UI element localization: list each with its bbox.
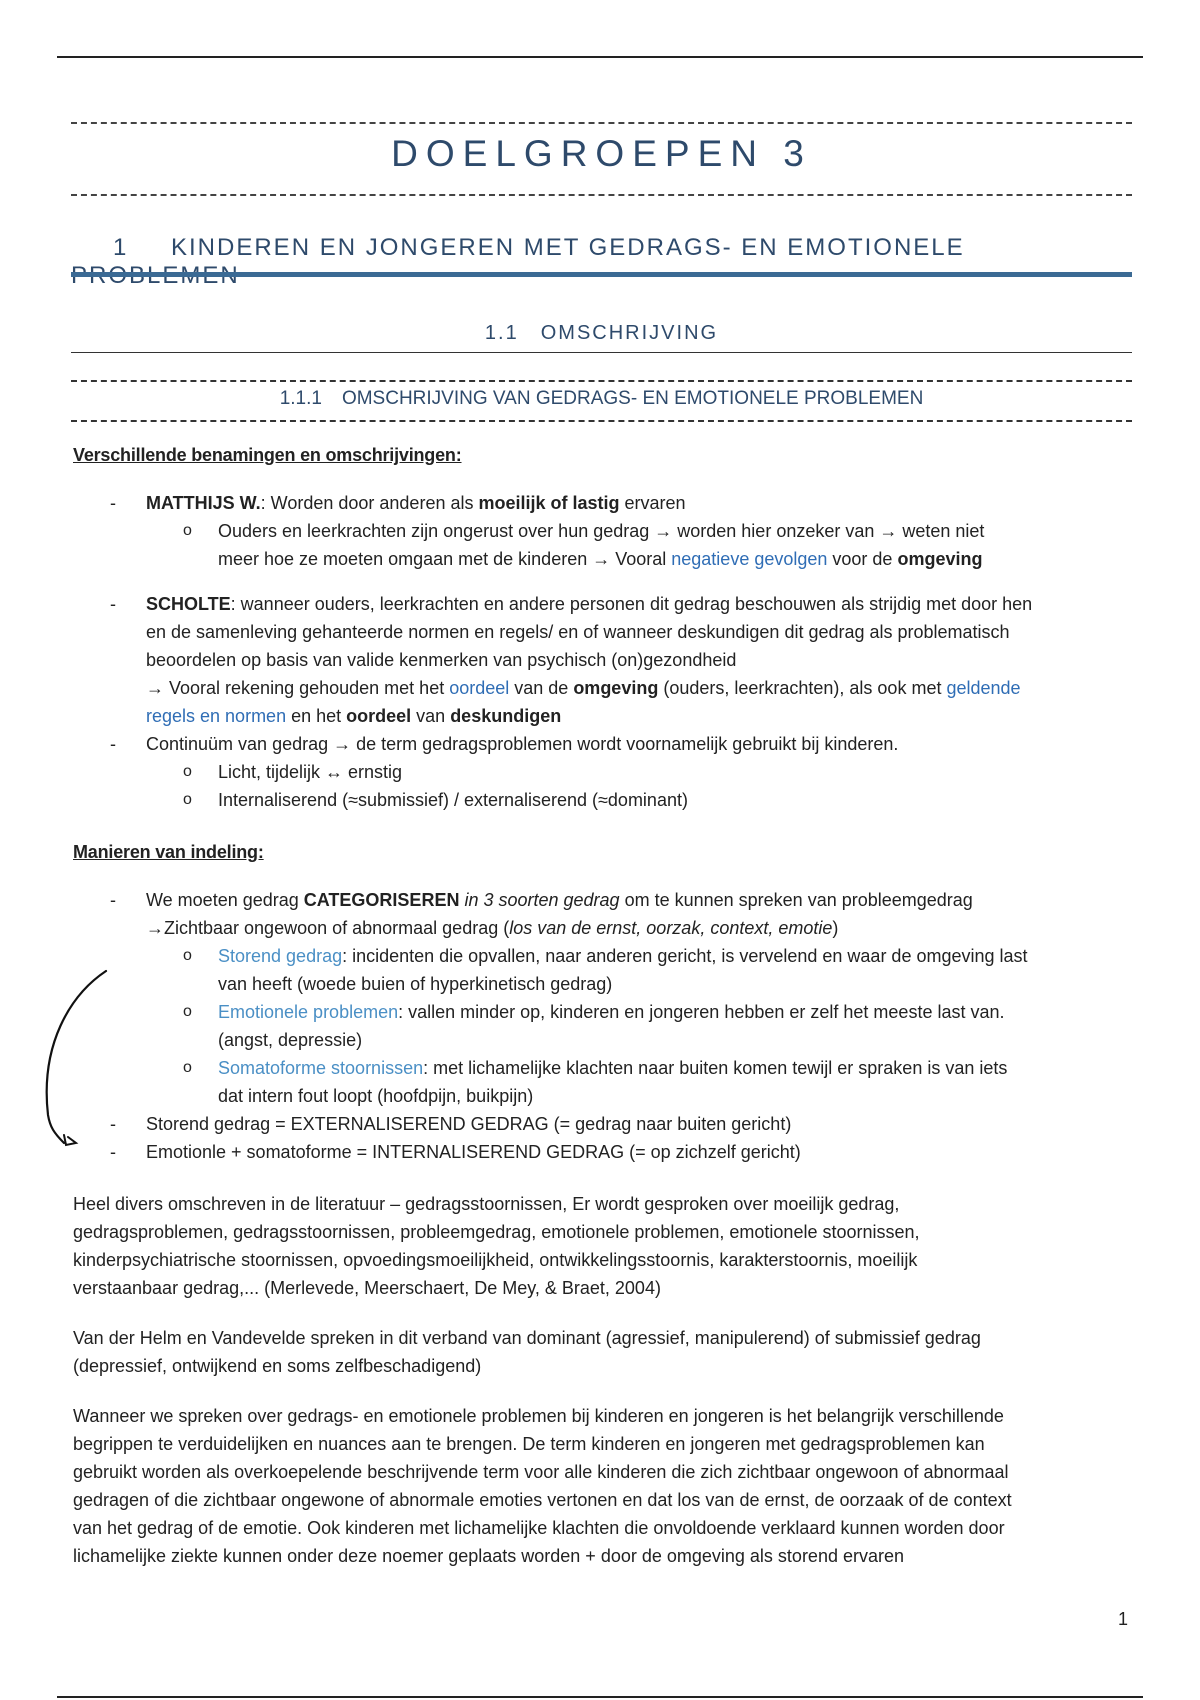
subsection-heading bbox=[71, 380, 1132, 422]
section-number: 1.1 bbox=[484, 322, 519, 344]
subsection-dash-top bbox=[71, 380, 1132, 382]
matthijs-bullet: - MATTHIJS W.: Worden door anderen als moeilijk of lastig ervaren bbox=[73, 489, 1133, 517]
scholte-bullet: - SCHOLTE: wanneer ouders, leerkrachten en andere personen dit gedrag beschouwen als strijdig met door hen en de samenleving gehanteerde normen en regels/ en of wanneer deskundigen dit gedrag als problematisch beoordelen op basis van valide kenmerken van psychisch (on)gezondheid → Vooral rekening gehouden met het oordeel van de omgeving (ouders, leerkrachten), als ook met geldende regels en normen en het oordeel van deskundigen bbox=[73, 590, 1133, 730]
continuum-sub-2: o Internaliserend (≈submissief) / externaliserend (≈dominant) bbox=[73, 786, 1133, 814]
continuum-sub-1: o Licht, tijdelijk ↔ ernstig bbox=[73, 758, 1133, 786]
doc-title: DOELGROEPEN 3 bbox=[391, 133, 812, 174]
emotionele-problemen-item: o Emotionele problemen: vallen minder op, kinderen en jongeren hebben er zelf het meeste last van. (angst, depressie) bbox=[73, 998, 1133, 1054]
storend-gedrag-item: o Storend gedrag: incidenten die opvallen, naar anderen gericht, is vervelend en waar de omgeving last van heeft (woede buien of hyperkinetisch gedrag) bbox=[73, 942, 1133, 998]
page-top-rule bbox=[57, 56, 1143, 58]
chapter-number: 1 bbox=[113, 234, 129, 261]
somatoforme-item: o Somatoforme stoornissen: met lichamelijke klachten naar buiten komen tewijl er spraken is van iets dat intern fout loopt (hoofdpijn, buikpijn) bbox=[73, 1054, 1133, 1110]
page-bottom-rule bbox=[57, 1696, 1143, 1698]
subsection-dash-bottom bbox=[71, 420, 1132, 422]
title-block bbox=[71, 122, 1132, 196]
chapter-rule bbox=[71, 272, 1132, 277]
page-number: 1 bbox=[1117, 1609, 1128, 1629]
paragraph-van-der-helm: Van der Helm en Vandevelde spreken in dit verband van dominant (agressief, manipulerend) of submissief gedrag (depressief, ontwijkend en soms zelfbeschadigend) bbox=[73, 1328, 981, 1376]
indeling-heading: Manieren van indeling: bbox=[73, 842, 264, 862]
internaliserend-bullet: - Emotionle + somatoforme = INTERNALISEREND GEDRAG (= op zichzelf gericht) bbox=[73, 1138, 1133, 1166]
title-dash-bottom bbox=[71, 194, 1132, 196]
continuum-bullet: - Continuüm van gedrag → de term gedragsproblemen wordt voornamelijk gebruikt bij kinderen. bbox=[73, 730, 1133, 758]
indeling-section bbox=[73, 838, 1133, 1166]
subsection-number: 1.1.1 bbox=[279, 388, 322, 409]
chapter-title: KINDEREN EN JONGEREN MET GEDRAGS- EN EMOTIONELE bbox=[171, 234, 965, 261]
section-title: OMSCHRIJVING bbox=[540, 322, 719, 344]
matthijs-sub: o Ouders en leerkrachten zijn ongerust over hun gedrag → worden hier onzeker van → weten niet meer hoe ze moeten omgaan met de kinderen → Vooral negatieve gevolgen voor de omgeving bbox=[73, 517, 1133, 573]
paragraph-begrippen: Wanneer we spreken over gedrags- en emotionele problemen bij kinderen en jongeren is het belangrijk verschillende begrippen te verduidelijken en nuances aan te brengen. De term kinderen en jongeren met gedragsproblemen kan gebruikt worden als overkoepelende beschrijvende term voor alle kinderen die zich zichtbaar ongewoon of abnormaal gedragen of die zichtbaar ongewone of abnormale emoties vertonen en dat los van de ernst, de oorzaak of de context van het gedrag of de emotie. Ook kinderen met lichamelijke klachten die onvoldoende verklaard kunnen worden door lichamelijke ziekte kunnen onder deze noemer geplaats worden + door de omgeving als storend ervaren bbox=[73, 1406, 1012, 1566]
section-heading bbox=[71, 322, 1132, 345]
section-rule bbox=[71, 352, 1132, 353]
handwritten-arrow-icon bbox=[40, 965, 112, 1155]
chapter-heading bbox=[71, 234, 1132, 290]
benamingen-heading: Verschillende benamingen en omschrijvingen: bbox=[73, 445, 462, 465]
paragraph-literatuur: Heel divers omschreven in de literatuur – gedragsstoornissen, Er wordt gesproken over moeilijk gedrag, gedragsproblemen, gedragsstoornissen, probleemgedrag, emotionele problemen, emotionele stoornissen, kinderpsychiatrische stoornissen, opvoedingsmoeilijkheid, ontwikkelingsstoornis, karakterstoornis, moeilijk verstaanbaar gedrag,... (Merlevede, Meerschaert, De Mey, & Braet, 2004) bbox=[73, 1194, 920, 1298]
externaliserend-bullet: - Storend gedrag = EXTERNALISEREND GEDRAG (= gedrag naar buiten gericht) bbox=[73, 1110, 1133, 1138]
benamingen-section bbox=[73, 441, 1133, 814]
categoriseren-bullet: - We moeten gedrag CATEGORISEREN in 3 soorten gedrag om te kunnen spreken van probleemgedrag →Zichtbaar ongewoon of abnormaal gedrag (los van de ernst, oorzak, context, emotie) bbox=[73, 886, 1133, 942]
subsection-title: OMSCHRIJVING VAN GEDRAGS- EN EMOTIONELE PROBLEMEN bbox=[341, 388, 924, 409]
title-dash-top bbox=[71, 122, 1132, 124]
